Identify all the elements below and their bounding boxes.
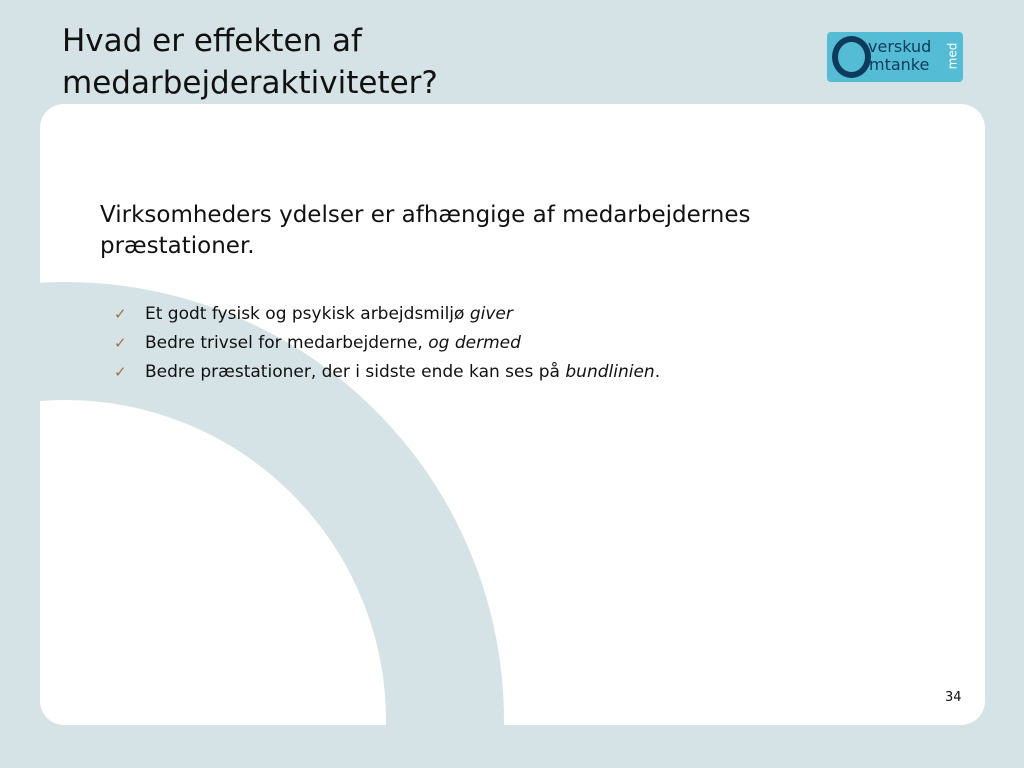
logo-word-med: med (945, 42, 960, 70)
content-panel (40, 104, 985, 725)
page-number: 34 (945, 690, 962, 705)
bullet-item (114, 358, 914, 387)
title-line-2: medarbejderaktiviteter? (62, 65, 438, 101)
lead-text (100, 200, 880, 262)
logo-word-verskud: verskud (868, 37, 932, 56)
bullet-text: Bedre trivsel for medarbejderne, (145, 333, 429, 353)
lead-line-1: Virksomheders ydelser er afhængige af medarbejdernes (100, 202, 751, 228)
checkmark-icon: ✓ (114, 363, 127, 381)
ring-o-icon (832, 36, 871, 78)
bullet-emphasis: bundlinien (565, 362, 655, 382)
slide-title (62, 20, 762, 104)
bullet-list (114, 300, 914, 387)
bullet-tail: . (654, 362, 661, 382)
bullet-item (114, 300, 914, 329)
lead-line-2: præstationer. (100, 233, 255, 259)
checkmark-icon: ✓ (114, 305, 127, 323)
bullet-item (114, 329, 914, 358)
logo-word-mtanke: mtanke (869, 55, 930, 74)
bullet-text: Et godt fysisk og psykisk arbejdsmiljø (145, 304, 470, 324)
checkmark-icon: ✓ (114, 334, 127, 352)
overskud-med-omtanke-logo (827, 32, 963, 82)
bullet-emphasis: og dermed (428, 333, 521, 353)
bullet-emphasis: giver (469, 304, 513, 324)
bullet-text: Bedre præstationer, der i sidste ende kan ses på (145, 362, 566, 382)
title-line-1: Hvad er effekten af (62, 23, 362, 59)
